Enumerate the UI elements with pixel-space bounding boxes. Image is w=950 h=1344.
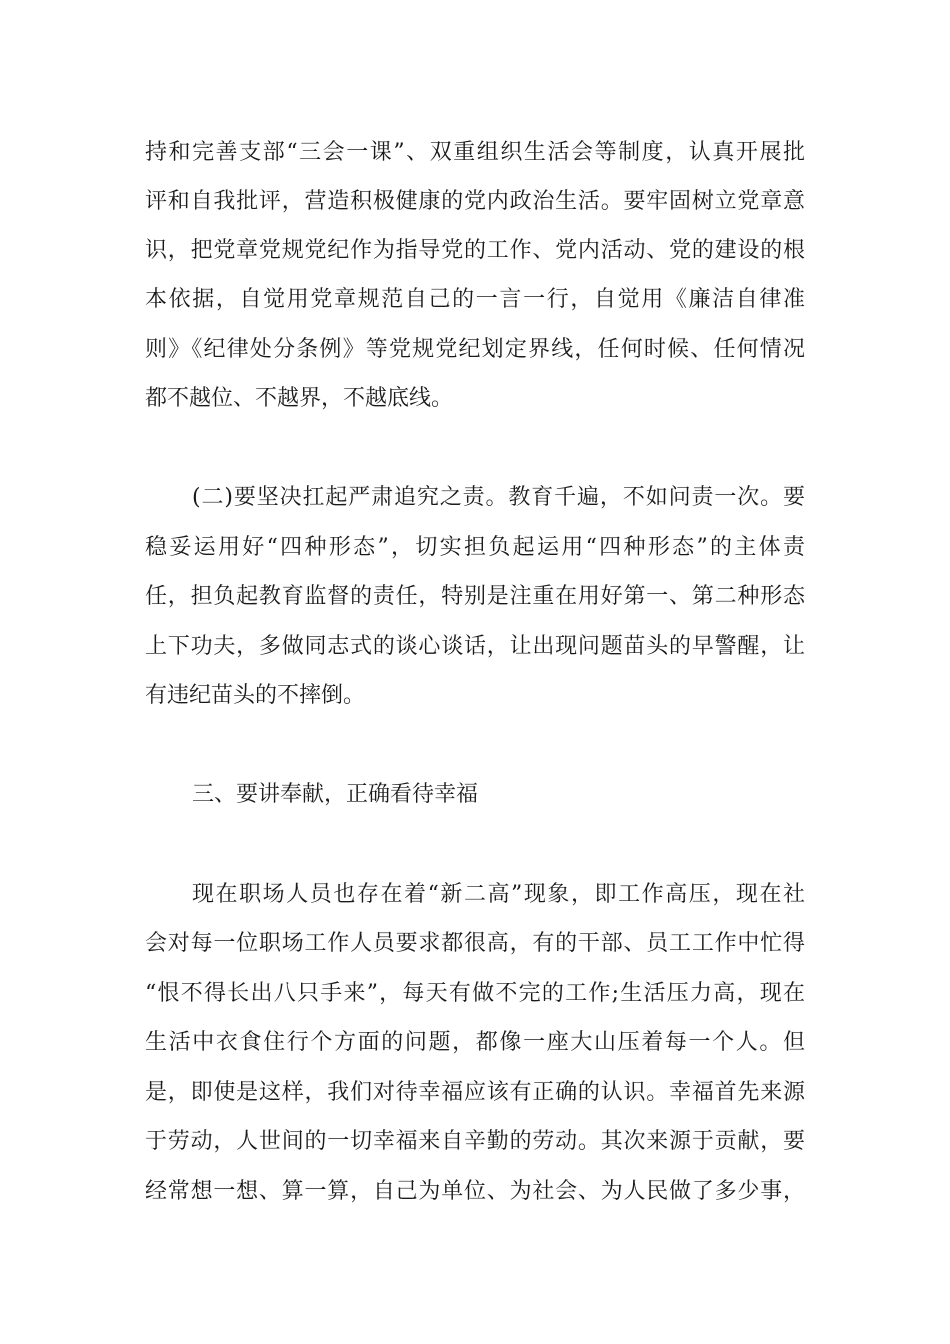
paragraph-3-line-2: 会对每一位职场工作人员要求都很高，有的干部、员工工作中忙得 <box>145 931 805 956</box>
paragraph-2-line-2: 稳妥运用好“四种形态”，切实担负起运用“四种形态”的主体责 <box>145 535 805 560</box>
paragraph-1-line-5: 则》《纪律处分条例》等党规党纪划定界线，任何时候、任何情况 <box>145 337 805 362</box>
section-heading: 三、要讲奉献，正确看待幸福 <box>192 782 479 807</box>
paragraph-3-line-6: 于劳动，人世间的一切幸福来自辛勤的劳动。其次来源于贡献，要 <box>145 1129 805 1154</box>
paragraph-1-line-1: 持和完善支部“三会一课”、双重组织生活会等制度，认真开展批 <box>145 140 805 165</box>
paragraph-3-line-7: 经常想一想、算一算，自己为单位、为社会、为人民做了多少事， <box>145 1179 805 1204</box>
paragraph-3-line-4: 生活中衣食住行个方面的问题，都像一座大山压着每一个人。但 <box>145 1030 805 1055</box>
paragraph-1-line-3: 识，把党章党规党纪作为指导党的工作、党内活动、党的建设的根 <box>145 238 805 263</box>
paragraph-1-line-6: 都不越位、不越界，不越底线。 <box>145 386 454 411</box>
paragraph-2-line-3: 任，担负起教育监督的责任，特别是注重在用好第一、第二种形态 <box>145 584 805 609</box>
paragraph-1-line-2: 评和自我批评，营造积极健康的党内政治生活。要牢固树立党章意 <box>145 189 805 214</box>
paragraph-1-line-4: 本依据，自觉用党章规范自己的一言一行，自觉用《廉洁自律准 <box>145 287 805 312</box>
paragraph-2-line-4: 上下功夫，多做同志式的谈心谈话，让出现问题苗头的早警醒，让 <box>145 634 805 659</box>
paragraph-3-line-5: 是，即使是这样，我们对待幸福应该有正确的认识。幸福首先来源 <box>145 1080 805 1105</box>
paragraph-3-line-3: “恨不得长出八只手来”，每天有做不完的工作;生活压力高，现在 <box>145 981 805 1006</box>
paragraph-2-line-5: 有违纪苗头的不摔倒。 <box>145 683 366 708</box>
paragraph-2-line-1: (二)要坚决扛起严肃追究之责。教育千遍，不如问责一次。要 <box>192 485 805 510</box>
paragraph-3-line-1: 现在职场人员也存在着“新二高”现象，即工作高压，现在社 <box>192 882 805 907</box>
